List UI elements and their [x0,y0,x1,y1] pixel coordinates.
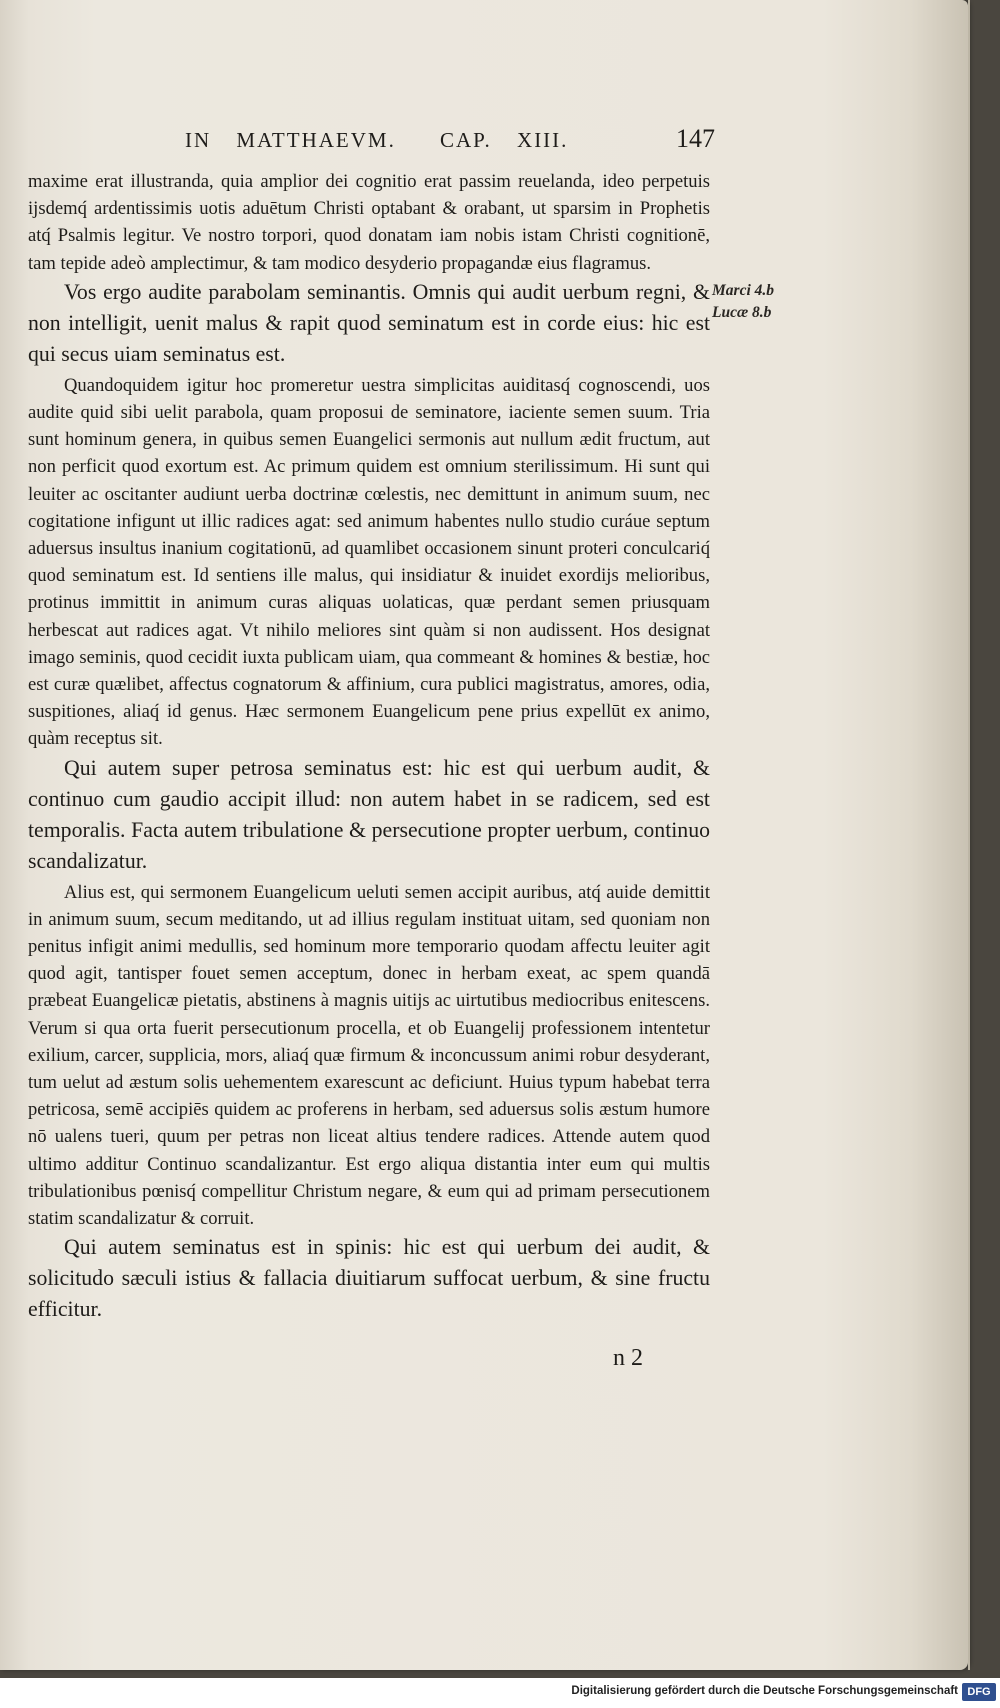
commentary-paragraph: Quandoquidem igitur hoc promeretur uestra simplicitas auiditasq́ cognoscendi, uos audite quid sibi uelit parabola, quam proposui de seminatore, iaciente semen suum. Tria sunt hominum genera, in quibus semen Euangelici sermonis aut nullum ædit fructum, aut non perficit quod exortum est. Ac primum quidem est omnium sterilissimum. Hi sunt qui leuiter ac oscitanter audiunt uerba doctrinæ cœlestis, nec demittunt in animum suum, nec cogitatione infigunt ut illic radices agat: sed animum habentes nullo studio curáue septum aduersus insultus inanium cogitationū, ad quamlibet occasionem sinunt proteri conculcariq́ quod seminatum est. Id sentiens ille malus, qui insidiatur & inuidet exordijs melioribus, protinus immittit in animum curas aliquas uolaticas, quæ perdant semen priusquam herbescat aut radices agat. Vt nihilo meliores sint quàm si non audissent. Hos designat imago seminis, quod cecidit iuxta publicam uiam, qua commeant & homines & bestiæ, hoc est curæ quælibet, affectus cognatorum & affinium, cura publici magistratus, amores, odia, suspitiones, aliaq́ id genus. Hæc sermonem Euangelicum pene prius expellūt ex animo, quàm receptus sit. [28,374,710,750]
running-header [185,124,715,158]
commentary-paragraph: Alius est, qui sermonem Euangelicum ueluti semen accipit auribus, atq́ auide demittit in animum suum, secum meditando, ut ad illius regulam instituat uitam, sed quoniam non penitus infigit animi medullis, sed hominum more temporario quodam affectu leuiter agit quod agit, tantisper fouet semen acceptum, donec in herbam exeat, ac spem quandā præbeat Euangelicæ pietatis, abstinens à magnis uitijs ac uirtutibus mediocribus enitescens. Verum si qua orta fuerit persecutionum procella, et ob Euangelij professionem intentetur exilium, carcer, supplicia, mors, aliaq́ quæ firmum & inconcussum animi robur desyderant, tum uelut ad æstum solis uehementem exarescunt ac deficiunt. Huius typum habebat terra petricosa, semē accipiēs quidem ac proferens in herbam, sed aduersus solis æstum humore nō ualens tueri, quum per petras non liceat altius tendere radices. Attende autem quod ultimo additur Continuo scandalizantur. Est ergo aliqua distantia inter eum qui multis tribulationibus pœnisq́ compellitur Christum negare, & eum qui ad primam persecutionem statim scandalizatur & corruit. [28,881,710,1230]
marginal-reference-mark: Marci 4.b [712,282,774,299]
signature-mark: n 2 [613,1345,643,1371]
scripture-paragraph: Qui autem super petrosa seminatus est: hic est qui uerbum audit, & continuo cum gaudio accipit illud: non autem habet in se radicem, sed est temporalis. Facta autem tribulatione & persecutione propter uerbum, continuo scandalizatur. [28,755,710,873]
folio-number: 147 [676,124,715,153]
main-text-block [28,168,710,1325]
running-title: IN MATTHAEVM. [185,128,396,152]
scripture-paragraph: Vos ergo audite parabolam seminantis. Omnis qui audit uerbum regni, & non intelligit, uenit malus & rapit quod seminatum est in corde eius: hic est qui secus uiam seminatus est. [28,279,710,366]
chapter-number: CAP. XIII. [440,128,569,152]
dfg-logo: DFG [962,1683,996,1701]
funding-credit: Digitalisierung gefördert durch die Deutsche Forschungsgemeinschaft [571,1685,958,1697]
marginal-reference [712,280,784,324]
bleed-through-gutter [0,160,18,1410]
commentary-paragraph: maxime erat illustranda, quia amplior dei cognitio erat passim reuelanda, ideo perpetuis ijsdemq́ ardentissimis uotis aduētum Christi optabant & orabant, ut sparsim in Prophetis atq́ Psalmis legitur. Ve nostro torpori, quod donatam iam nobis istam Christi cognitionē, tam tepide adeò amplectimur, & tam modico desyderio propagandæ eius flagramus. [28,171,710,274]
scripture-paragraph: Qui autem seminatus est in spinis: hic est qui uerbum dei audit, & solicitudo sæculi istius & fallacia diuitiarum suffocat uerbum, & sine fructu efficitur. [28,1235,710,1322]
marginal-reference-luke: Lucæ 8.b [712,304,772,321]
page-edge [968,0,970,1670]
digitization-footer [0,1680,1000,1708]
